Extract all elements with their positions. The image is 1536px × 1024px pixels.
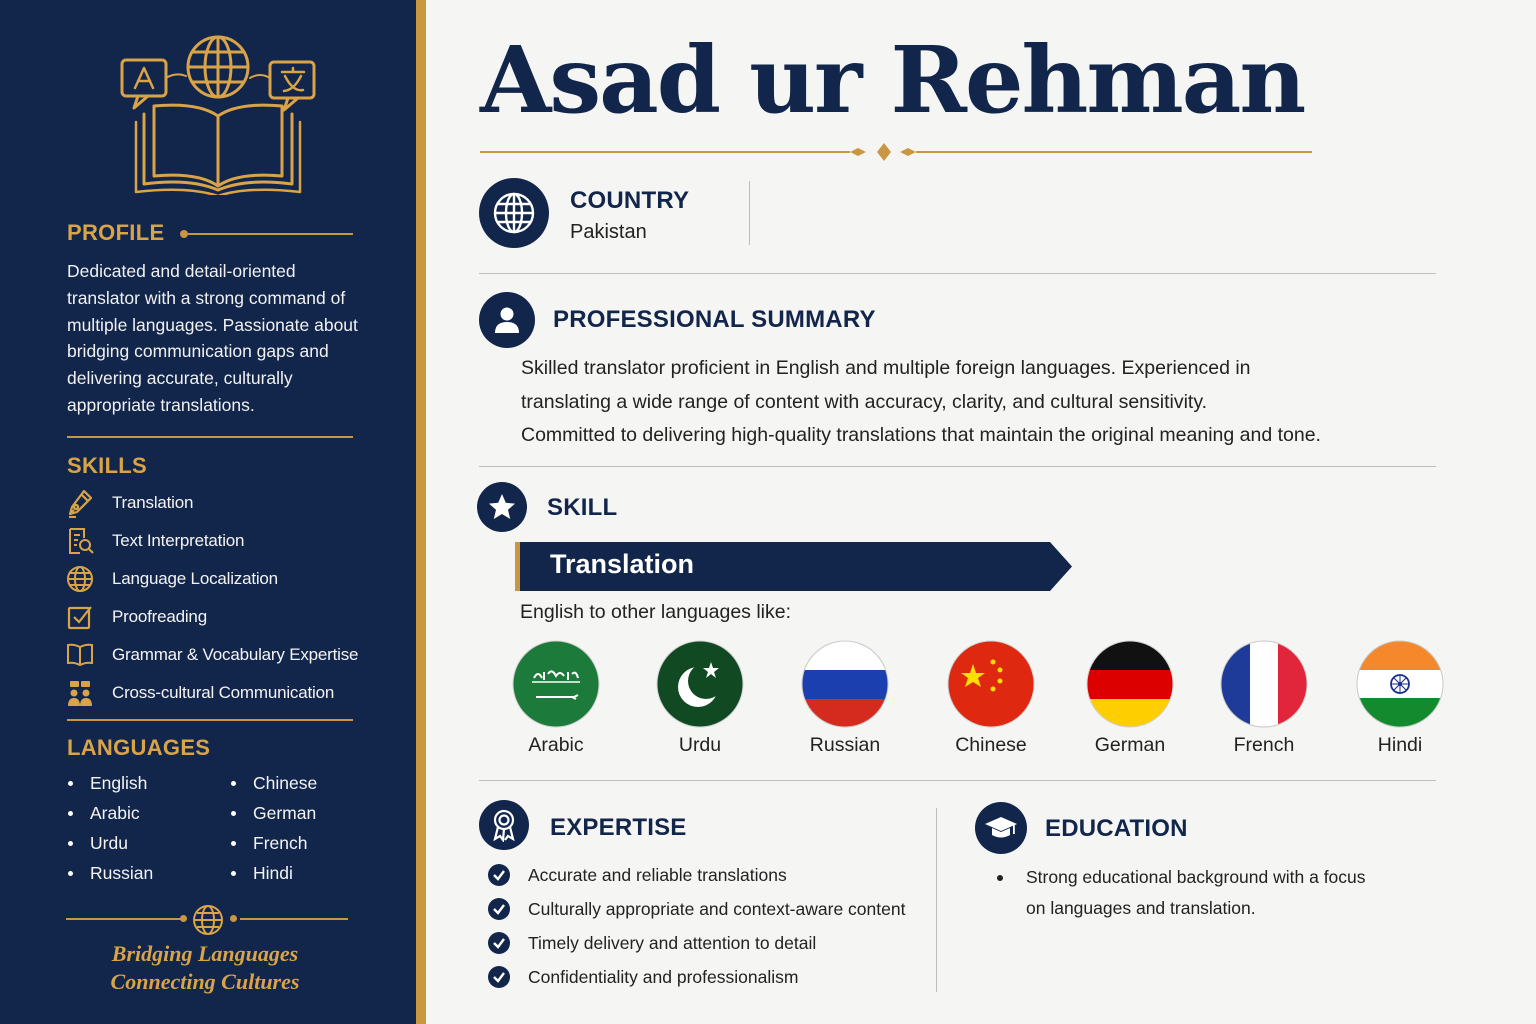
globe-icon xyxy=(191,903,225,937)
pakistan-flag-icon xyxy=(656,640,744,728)
country-value: Pakistan xyxy=(570,221,647,243)
language-item: Hindi xyxy=(228,858,317,888)
summary-heading: PROFESSIONAL SUMMARY xyxy=(553,306,876,333)
flag-label: German xyxy=(1094,734,1166,756)
skill-item xyxy=(64,636,384,674)
title-ornament-rule xyxy=(480,140,1312,164)
expertise-list xyxy=(488,858,905,994)
profile-heading: PROFILE xyxy=(67,220,165,245)
skills-list xyxy=(64,484,384,712)
country-heading: COUNTRY xyxy=(570,187,690,214)
footer-rule-left xyxy=(66,918,181,920)
flag-urdu xyxy=(640,640,760,757)
country-icon xyxy=(479,178,549,248)
summary-line: Committed to delivering high-quality translations that maintain the original meaning and tone. xyxy=(521,424,1321,446)
language-item: Russian xyxy=(65,858,153,888)
footer-dot xyxy=(230,915,237,922)
expertise-heading: EXPERTISE xyxy=(550,814,687,841)
profile-text: Dedicated and detail-oriented translator with a strong command of multiple languages. Passionate about bridging communication gaps and delivering accurate, culturally appropriate translations. xyxy=(67,261,358,415)
divider xyxy=(936,808,937,992)
checkbox-icon xyxy=(64,601,96,633)
skill-label: Text Interpretation xyxy=(112,531,245,550)
flag-russian xyxy=(785,640,905,757)
france-flag-icon xyxy=(1220,640,1308,728)
education-line: Strong educational background with a focus xyxy=(1026,867,1366,887)
star-icon xyxy=(487,492,517,522)
award-ribbon-icon xyxy=(489,808,519,842)
flag-label: Russian xyxy=(809,734,881,756)
profile-heading-rule xyxy=(188,233,353,235)
summary-line: Skilled translator proficient in English and multiple foreign languages. Experienced in xyxy=(521,357,1251,379)
skills-heading: SKILLS xyxy=(67,453,148,478)
language-item: Arabic xyxy=(65,798,153,828)
footer-rule-right xyxy=(240,918,348,920)
skill-label: Language Localization xyxy=(112,569,278,588)
expertise-icon xyxy=(479,800,529,850)
pen-icon xyxy=(64,487,96,519)
education-line: on languages and translation. xyxy=(1026,898,1256,918)
expertise-item: Timely delivery and attention to detail xyxy=(488,926,905,960)
profile-heading-dot xyxy=(180,230,188,238)
flag-label: Arabic xyxy=(528,734,584,756)
divider xyxy=(479,780,1436,781)
expertise-item: Confidentiality and professionalism xyxy=(488,960,905,994)
flag-german xyxy=(1070,640,1190,757)
flag-label: Urdu xyxy=(678,734,722,756)
flag-arabic xyxy=(496,640,616,757)
check-icon xyxy=(488,864,510,886)
flag-label: French xyxy=(1233,734,1295,756)
tagline-line-2: Connecting Cultures xyxy=(110,969,300,994)
saudi-flag-icon xyxy=(512,640,600,728)
skill-banner-label: Translation xyxy=(550,549,695,579)
bullet xyxy=(997,875,1003,881)
flag-chinese xyxy=(931,640,1051,757)
language-item: English xyxy=(65,768,153,798)
sidebar-accent-bar xyxy=(416,0,426,1024)
languages-column-1 xyxy=(65,768,153,888)
skill-section-icon xyxy=(477,482,527,532)
language-item: German xyxy=(228,798,317,828)
divider xyxy=(749,181,750,245)
language-item: Urdu xyxy=(65,828,153,858)
skill-heading: SKILL xyxy=(547,494,618,521)
skill-item xyxy=(64,560,384,598)
expertise-item: Accurate and reliable translations xyxy=(488,858,905,892)
education-icon xyxy=(975,802,1027,854)
education-text xyxy=(997,862,1397,924)
skill-item xyxy=(64,598,384,636)
translation-logo-icon xyxy=(118,30,318,195)
tagline xyxy=(60,940,350,996)
flag-hindi xyxy=(1340,640,1460,757)
language-item: Chinese xyxy=(228,768,317,798)
book-icon xyxy=(64,639,96,671)
check-icon xyxy=(488,932,510,954)
skill-label: Cross-cultural Communication xyxy=(112,683,335,702)
languages-column-2 xyxy=(228,768,317,888)
flag-french xyxy=(1204,640,1324,757)
skill-label: Grammar & Vocabulary Expertise xyxy=(112,645,359,664)
language-item: French xyxy=(228,828,317,858)
germany-flag-icon xyxy=(1086,640,1174,728)
sidebar xyxy=(0,0,416,1024)
globe-icon xyxy=(64,563,96,595)
skill-item xyxy=(64,484,384,522)
divider xyxy=(479,273,1436,274)
graduation-cap-icon xyxy=(984,815,1018,841)
russia-flag-icon xyxy=(801,640,889,728)
education-heading: EDUCATION xyxy=(1045,815,1188,842)
languages-heading: LANGUAGES xyxy=(67,735,211,760)
summary-icon xyxy=(479,292,535,348)
person-icon xyxy=(492,305,522,335)
divider xyxy=(479,466,1436,467)
people-icon xyxy=(64,677,96,709)
divider xyxy=(67,436,353,438)
document-search-icon xyxy=(64,525,96,557)
skill-label: Translation xyxy=(112,493,194,512)
summary-line: translating a wide range of content with accuracy, clarity, and cultural sensitivity. xyxy=(521,390,1208,413)
check-icon xyxy=(488,898,510,920)
india-flag-icon xyxy=(1356,640,1444,728)
flag-label: Chinese xyxy=(955,734,1027,756)
china-flag-icon xyxy=(947,640,1035,728)
skill-item xyxy=(64,522,384,560)
expertise-item: Culturally appropriate and context-aware content xyxy=(488,892,905,926)
flag-label: Hindi xyxy=(1377,734,1423,756)
globe-icon xyxy=(491,190,537,236)
summary-text xyxy=(521,352,1401,453)
check-icon xyxy=(488,966,510,988)
tagline-line-1: Bridging Languages xyxy=(111,941,299,966)
skill-subtext: English to other languages like: xyxy=(520,601,792,623)
skill-label: Proofreading xyxy=(112,607,207,626)
skill-item xyxy=(64,674,384,712)
footer-dot xyxy=(180,915,187,922)
divider xyxy=(67,719,353,721)
page-title: Asad ur Rehman xyxy=(480,26,1305,134)
